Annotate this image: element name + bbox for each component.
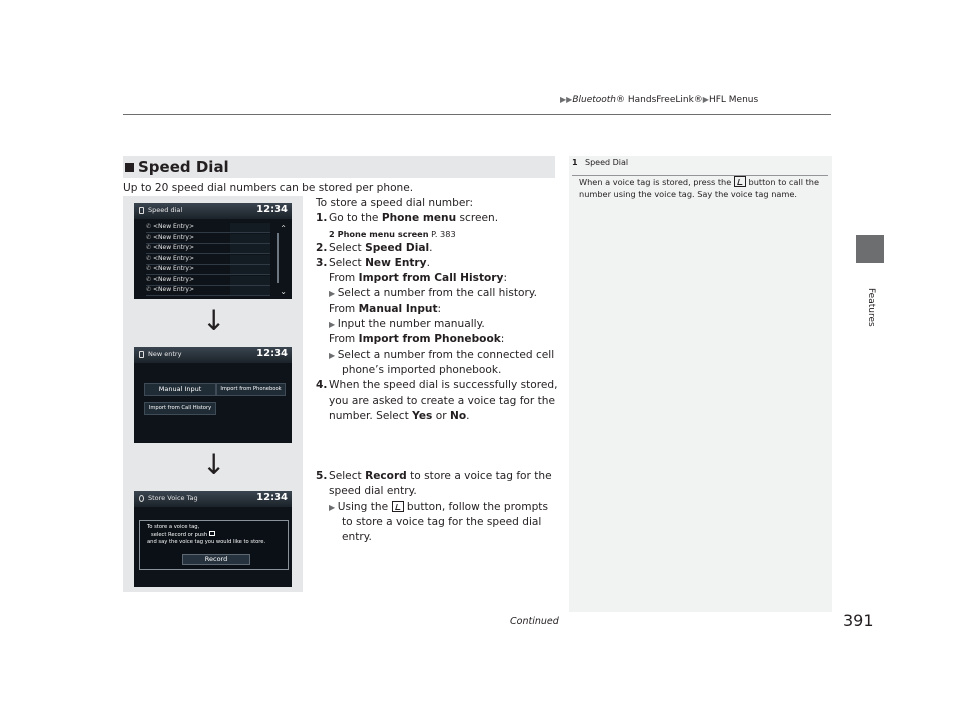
step-1-crossref[interactable] xyxy=(316,227,556,241)
step-text: button, follow the prompts xyxy=(406,500,548,513)
chapter-tab-label xyxy=(854,288,888,368)
dialog-line-2 xyxy=(147,531,287,539)
step-bold: Yes xyxy=(412,409,433,422)
option-desc: Select a number from the call history. xyxy=(337,287,537,300)
entry-label: <New Entry> xyxy=(153,286,195,293)
crossref-title: Phone menu screen xyxy=(337,228,429,239)
scroll-down-icon[interactable]: ⌄ xyxy=(280,287,287,296)
manual-input-button[interactable]: Manual Input xyxy=(144,383,216,396)
step-5-sub-2: to store a voice tag for the speed dial xyxy=(342,516,542,529)
new-entry-screen xyxy=(134,347,292,443)
step-text: number. Select xyxy=(329,409,409,422)
screen-clock: 12:34 xyxy=(256,492,288,503)
scroll-up-icon[interactable]: ⌃ xyxy=(280,224,287,233)
store-voice-tag-screen xyxy=(134,491,292,587)
down-arrow-icon: ↓ xyxy=(202,304,226,337)
breadcrumb xyxy=(560,95,758,105)
step-3-option-2: From Manual Input: xyxy=(329,302,442,315)
entry-row-fill xyxy=(230,286,270,295)
step-text: Select xyxy=(329,241,362,254)
phone-icon xyxy=(139,207,144,214)
step-text: Select xyxy=(329,470,362,483)
step-number: 3. xyxy=(316,256,328,269)
voice-tag-dialog xyxy=(139,520,289,570)
step-3-option-3-desc xyxy=(316,348,556,363)
entry-label: <New Entry> xyxy=(153,233,195,241)
breadcrumb-arrow-icon: ▶ xyxy=(702,95,709,104)
voice-tag-message xyxy=(147,524,287,546)
talk-button-icon xyxy=(209,531,215,536)
step-bold: No xyxy=(449,409,467,422)
note-ref-number: 1 xyxy=(572,158,578,167)
entry-label: <New Entry> xyxy=(153,275,195,283)
talk-button-icon xyxy=(392,501,404,512)
phone-handset-icon: ✆ xyxy=(146,275,152,283)
steps-lead: To store a speed dial number: xyxy=(316,197,474,209)
step-text: When the speed dial is successfully stored, xyxy=(329,379,558,392)
step-5-line-2: speed dial entry. xyxy=(329,485,417,498)
screen-title: Store Voice Tag xyxy=(148,494,198,502)
dialog-line-3: and say the voice tag you would like to store. xyxy=(147,539,266,545)
entry-row-fill xyxy=(230,234,270,243)
breadcrumb-bluetooth: Bluetooth xyxy=(572,95,617,105)
crossref-page: P. 383 xyxy=(431,228,456,239)
step-5 xyxy=(316,469,556,484)
result-arrow-icon: ▶ xyxy=(329,289,338,299)
step-bold: Phone menu xyxy=(381,212,457,225)
speed-dial-entry[interactable] xyxy=(146,286,270,296)
entry-row-fill xyxy=(230,255,270,264)
option-name: Import from Call History xyxy=(358,272,504,285)
chapter-tab-text: Features xyxy=(866,288,876,327)
crossref-marker-icon: 2 xyxy=(329,228,338,239)
continued-label: Continued xyxy=(510,616,559,627)
step-text: Go to the xyxy=(329,212,379,225)
phone-handset-icon: ✆ xyxy=(146,233,152,241)
speed-dial-entry[interactable] xyxy=(146,276,270,286)
option-desc: Select a number from the connected cell xyxy=(337,348,555,361)
entry-label: <New Entry> xyxy=(153,223,195,230)
step-3: 3. Select New Entry. xyxy=(316,256,556,271)
step-1 xyxy=(316,211,556,226)
option-from: From xyxy=(329,272,356,285)
phone-handset-icon: ✆ xyxy=(146,244,152,251)
entry-row-fill xyxy=(230,276,270,285)
step-number: 1. xyxy=(316,212,328,225)
phone-icon xyxy=(139,351,144,358)
option-desc: Input the number manually. xyxy=(337,318,485,331)
breadcrumb-hfl-menus: HFL Menus xyxy=(708,95,759,105)
header-divider xyxy=(123,114,831,115)
step-spacer xyxy=(316,424,556,469)
option-name: Manual Input xyxy=(358,302,438,315)
speed-dial-entry[interactable] xyxy=(146,234,270,244)
screen-clock: 12:34 xyxy=(256,348,288,359)
step-2: 2. Select Speed Dial. xyxy=(316,241,556,256)
step-4 xyxy=(316,378,556,393)
option-name: Import from Phonebook xyxy=(358,333,501,346)
import-call-history-button[interactable]: Import from Call History xyxy=(144,402,216,415)
side-note-heading xyxy=(572,158,628,167)
breadcrumb-arrow-icon: ▶▶ xyxy=(560,95,573,104)
dialog-line-2-text: select Record or push xyxy=(151,532,208,538)
step-number: 2. xyxy=(316,241,328,254)
note-title: Speed Dial xyxy=(585,158,629,167)
step-4-line-3: number. Select Yes or No. xyxy=(329,409,470,422)
entry-row-fill xyxy=(230,244,270,253)
section-title-text: Speed Dial xyxy=(138,158,229,176)
step-5-sub-1 xyxy=(316,500,556,515)
step-bold: Record xyxy=(365,470,407,483)
note-text-b: button to call the number using the voice tag. Say the voice tag name. xyxy=(579,177,820,199)
entry-label: <New Entry> xyxy=(153,254,195,262)
screen-clock: 12:34 xyxy=(256,204,288,215)
voice-icon xyxy=(139,495,144,502)
step-text: or xyxy=(435,409,447,422)
result-arrow-icon: ▶ xyxy=(329,320,338,330)
step-3-option-2-desc xyxy=(316,317,556,332)
phone-handset-icon: ✆ xyxy=(146,286,152,293)
step-text: to store a voice tag for the xyxy=(410,470,552,483)
square-bullet-icon xyxy=(125,163,134,172)
talk-button-icon xyxy=(734,176,746,187)
speed-dial-entry[interactable] xyxy=(146,265,270,275)
step-3-option-1-desc xyxy=(316,286,556,301)
option-from: From xyxy=(329,333,356,346)
speed-dial-entry[interactable] xyxy=(146,244,270,254)
step-bold: New Entry xyxy=(365,256,427,269)
speed-dial-entry[interactable] xyxy=(146,223,270,233)
record-button[interactable]: Record xyxy=(182,554,250,565)
step-text: Select xyxy=(329,256,362,269)
entry-row-fill xyxy=(230,265,270,274)
page-number: 391 xyxy=(843,611,874,630)
step-3-option-3-desc-cont: phone’s imported phonebook. xyxy=(342,363,502,376)
option-from: From xyxy=(329,302,356,315)
side-note-panel xyxy=(569,156,832,612)
speed-dial-entry[interactable] xyxy=(146,255,270,265)
step-4-line-2: you are asked to create a voice tag for the xyxy=(329,394,556,407)
down-arrow-icon: ↓ xyxy=(202,448,226,481)
step-text: screen. xyxy=(459,212,499,225)
entry-label: <New Entry> xyxy=(153,265,195,272)
step-bold: Speed Dial xyxy=(365,241,430,254)
note-body xyxy=(579,176,827,200)
section-intro: Up to 20 speed dial numbers can be stored per phone. xyxy=(123,182,414,194)
scrollbar[interactable] xyxy=(277,233,279,283)
procedure-steps xyxy=(316,196,556,546)
step-number: 5. xyxy=(316,470,328,483)
chapter-tab-marker xyxy=(856,235,884,263)
step-text: Using the xyxy=(337,500,389,513)
dialog-line-1: To store a voice tag, xyxy=(147,524,200,530)
breadcrumb-handsfreelink: ® HandsFreeLink® xyxy=(616,95,703,105)
entry-row-fill xyxy=(230,223,270,232)
speed-dial-screen xyxy=(134,203,292,299)
phone-handset-icon: ✆ xyxy=(146,265,152,272)
import-phonebook-button[interactable]: Import from Phonebook xyxy=(216,383,286,396)
note-text-a: When a voice tag is stored, press the xyxy=(579,177,732,187)
result-arrow-icon: ▶ xyxy=(329,350,338,360)
phone-handset-icon: ✆ xyxy=(146,223,152,230)
screen-title: New entry xyxy=(148,350,182,358)
phone-handset-icon: ✆ xyxy=(146,254,152,262)
screen-title: Speed dial xyxy=(148,206,183,214)
step-5-sub-3: entry. xyxy=(342,531,372,544)
step-3-option-3: From Import from Phonebook: xyxy=(329,333,505,346)
step-3-option-1: From Import from Call History: xyxy=(329,272,508,285)
section-title xyxy=(125,158,229,176)
entry-label: <New Entry> xyxy=(153,244,195,251)
step-number: 4. xyxy=(316,379,328,392)
result-arrow-icon: ▶ xyxy=(329,502,338,512)
